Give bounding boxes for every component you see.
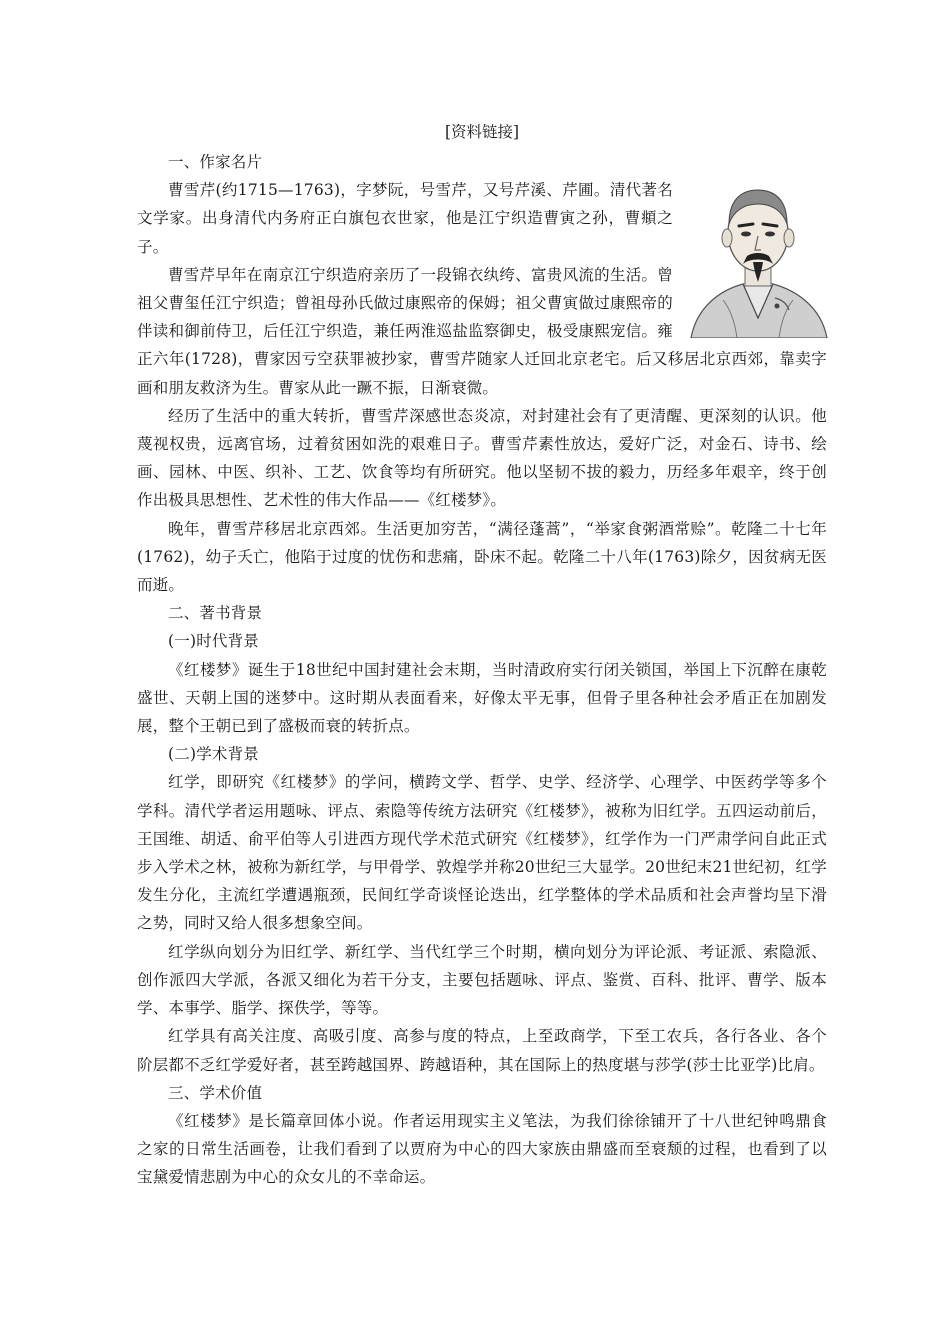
- section-heading-academic-value: 三、学术价值: [168, 1083, 263, 1102]
- redology-schools-paragraph: 红学纵向划分为旧红学、新红学、当代红学三个时期，横向划分为评论派、考证派、索隐派、创作派四大学派，各派又细化为若干分支，主要包括题咏、评点、鉴赏、百科、批评、曹学、版本学、本事学、脂学、探佚学，等等。: [137, 942, 827, 1018]
- author-late-years-paragraph: 晚年，曹雪芹移居北京西郊。生活更加穷苦，“满径蓬蒿”，“举家食粥酒常赊”。乾隆二十七年(1762)，幼子夭亡，他陷于过度的忧伤和悲痛，卧床不起。乾隆二十八年(1763)除夕，因贫病无医而逝。: [137, 519, 827, 595]
- subheading-academic-background: (二)学术背景: [168, 745, 259, 764]
- author-early-life-paragraph: 曹雪芹早年在南京江宁织造府亲历了一段锦衣纨绔、富贵风流的生活。曾祖父曹玺任江宁织造；曾祖母孙氏做过康熙帝的保姆；祖父曹寅做过康熙帝的伴读和御前侍卫，后任江宁织造，兼任两淮巡盐监察御史，极受康熙宠信。雍正六年(1728)，曹家因亏空获罪被抄家，曹雪芹随家人迁回北京老宅。后又移居北京西郊，靠卖字画和朋友救济为生。曹家从此一蹶不振，日渐衰微。: [137, 265, 827, 397]
- era-background-paragraph: 《红楼梦》诞生于18世纪中国封建社会末期，当时清政府实行闭关锁国，举国上下沉醉在康乾盛世、天朝上国的迷梦中。这时期从表面看来，好像太平无事，但骨子里各种社会矛盾正在加剧发展，整个王朝已到了盛极而衰的转折点。: [137, 660, 827, 736]
- section-heading-background: 二、著书背景: [168, 604, 263, 623]
- redology-popularity-paragraph: 红学具有高关注度、高吸引度、高参与度的特点，上至政商学，下至工农兵，各行各业、各个阶层都不乏红学爱好者，甚至跨越国界、跨越语种，其在国际上的热度堪与莎学(莎士比亚学)比肩。: [137, 1027, 827, 1074]
- author-turning-point-paragraph: 经历了生活中的重大转折，曹雪芹深感世态炎凉，对封建社会有了更清醒、更深刻的认识。他蔑视权贵，远离官场，过着贫困如洗的艰难日子。曹雪芹素性放达，爱好广泛，对金石、诗书、绘画、园林、中医、织补、工艺、饮食等均有所研究。他以坚韧不拔的毅力，历经多年艰辛，终于创作出极具思想性、艺术性的伟大作品——《红楼梦》。: [137, 406, 827, 510]
- redology-definition-paragraph: 红学，即研究《红楼梦》的学问，横跨文学、哲学、史学、经济学、心理学、中医药学等多个学科。清代学者运用题咏、评点、索隐等传统方法研究《红楼梦》，被称为旧红学。五四运动前后，王国维、胡适、俞平伯等人引进西方现代学术范式研究《红楼梦》，红学作为一门严肃学问自此正式步入学术之林，被称为新红学，与甲骨学、敦煌学并称20世纪三大显学。20世纪末21世纪初，红学发生分化，主流红学遭遇瓶颈，民间红学奇谈怪论迭出，红学整体的学术品质和社会声誉均呈下滑之势，同时又给人很多想象空间。: [137, 773, 827, 933]
- portrait-illustration: [683, 178, 833, 338]
- author-intro-paragraph: 曹雪芹(约1715—1763)，字梦阮，号雪芹，又号芹溪、芹圃。清代著名文学家。出身清代内务府正白旗包衣世家，他是江宁织造曹寅之孙，曹頫之子。: [137, 181, 673, 256]
- section-heading-author-card: 一、作家名片: [168, 153, 263, 171]
- doc-title: [资料链接]: [444, 123, 520, 141]
- document-page: [137, 118, 827, 1192]
- subheading-era-background: (一)时代背景: [168, 632, 259, 651]
- academic-value-paragraph: 《红楼梦》是长篇章回体小说。作者运用现实主义笔法，为我们徐徐铺开了十八世纪钟鸣鼎食之家的日常生活画卷，让我们看到了以贾府为中心的四大家族由鼎盛而至衰颓的过程，也看到了以宝黛爱情悲剧为中心的众女儿的不幸命运。: [137, 1111, 827, 1187]
